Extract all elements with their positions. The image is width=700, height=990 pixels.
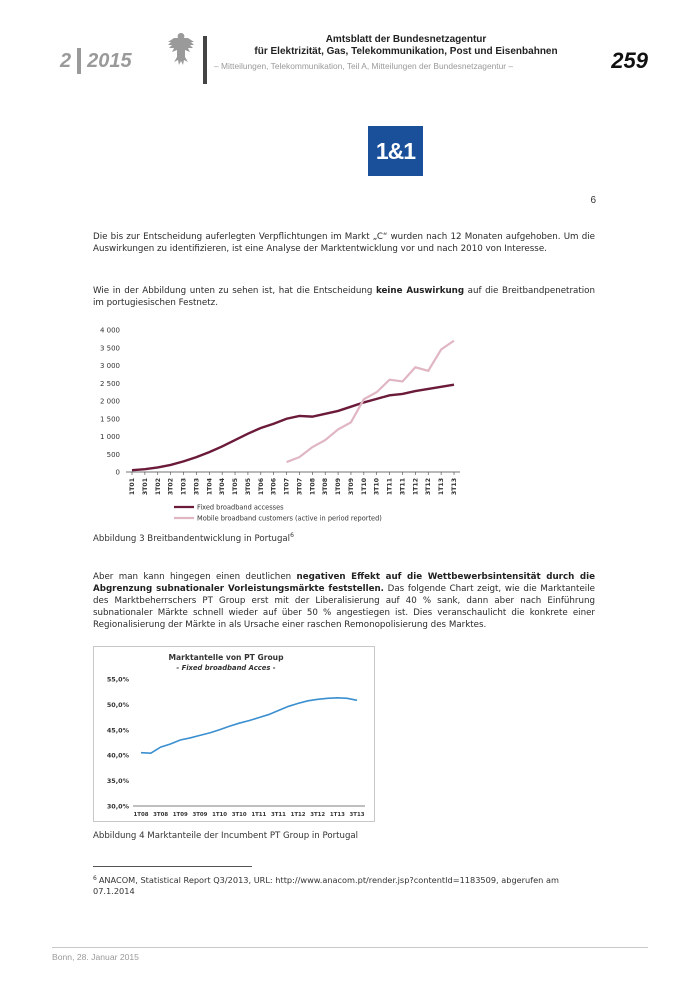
footer-place-date: Bonn, 28. Januar 2015 — [52, 952, 139, 962]
footnote-text: ANACOM, Statistical Report Q3/2013, URL: http://www.anacom.pt/render.jsp?contentId=1183509, abgerufen am 07.1.2014 — [93, 875, 559, 896]
chart1-x-ticks — [129, 472, 458, 495]
chart1-x-tick-label: 3T04 — [219, 478, 227, 496]
chart2-x-tick-label: 3T11 — [270, 812, 286, 818]
para3-bold: negativen Effekt auf die Wettbewerbsintensität durch die Abgrenzung subnationaler Vorleistungsmärkte feststellen. — [93, 572, 595, 594]
chart1-y-tick-label: 4 000 — [99, 326, 120, 335]
chart1-x-tick-label: 3T02 — [167, 478, 175, 496]
chart2-x-tick-label: 3T12 — [310, 812, 326, 818]
issue-label — [60, 48, 132, 74]
chart2-y-tick-label: 35,0% — [106, 777, 129, 786]
chart2-y-tick-label: 55,0% — [106, 675, 129, 684]
chart2-x-tick-label: 1T08 — [133, 812, 149, 818]
chart1-x-tick-label: 3T08 — [322, 478, 330, 496]
chart2-x-tick-label: 1T11 — [251, 812, 267, 818]
header-rule — [203, 36, 207, 84]
chart1-legend — [174, 504, 382, 523]
footnote — [93, 873, 598, 897]
chart2-x-tick-label: 1T10 — [212, 812, 228, 818]
chart2-y-tick-label: 30,0% — [106, 802, 129, 811]
market-share-chart — [93, 646, 375, 822]
caption3-text: Abbildung 3 Breitbandentwicklung in Portugal — [93, 533, 291, 544]
paragraph-market-c: Die bis zur Entscheidung auferlegten Verpflichtungen im Markt „C“ wurden nach 12 Monaten aufgehoben. Um die Auswirkungen zu identifizieren, ist eine Analyse der Marktentwicklung vor und nach 2010 von Interesse. — [93, 232, 595, 254]
chart1-y-tick-label: 2 500 — [99, 379, 120, 388]
chart1-x-tick-label: 3T09 — [347, 478, 355, 496]
chart1-x-tick-label: 1T05 — [232, 478, 240, 496]
issue-number: 2 — [60, 49, 72, 72]
chart1-x-tick-label: 1T01 — [129, 478, 136, 496]
chart1-x-tick-label: 1T03 — [180, 478, 188, 496]
chart2-x-tick-label: 1T12 — [290, 812, 306, 818]
chart1-y-tick-label: 3 000 — [99, 362, 120, 370]
chart1-x-tick-label: 1T13 — [438, 478, 446, 496]
page-number: 259 — [611, 48, 648, 73]
chart1-x-tick-label: 1T11 — [386, 478, 394, 496]
chart2-subtitle: - Fixed broadband Acces - — [176, 664, 276, 672]
chart1-x-tick-label: 1T12 — [412, 478, 420, 496]
company-logo: 1&1 — [368, 126, 423, 176]
gazette-title-line1: Amtsblatt der Bundesnetzagentur — [325, 34, 487, 45]
chart1-y-tick-label: 1 000 — [99, 433, 120, 441]
chart1-x-tick-label: 3T05 — [244, 478, 252, 496]
chart2-x-tick-label: 3T09 — [192, 812, 208, 818]
chart1-x-tick-label: 1T10 — [360, 478, 368, 496]
chart1-x-tick-label: 1T08 — [309, 478, 317, 496]
chart1-y-tick-label: 1 500 — [99, 415, 120, 424]
caption3-footnote-ref: 6 — [290, 532, 294, 539]
paragraph-chart-intro — [93, 285, 595, 309]
issue-divider — [77, 48, 81, 74]
chart2-x-tick-label: 1T09 — [172, 812, 188, 818]
chart1-x-tick-label: 3T03 — [193, 478, 201, 496]
figure-caption-3 — [93, 532, 294, 544]
figure-caption-4: Abbildung 4 Marktanteile der Incumbent PT Group in Portugal — [93, 831, 359, 841]
federal-eagle-icon — [166, 30, 196, 68]
chart1-y-tick-label: 3 500 — [99, 344, 120, 353]
chart1-x-tick-label: 1T09 — [335, 478, 343, 496]
chart1-x-tick-label: 1T06 — [257, 478, 265, 496]
chart1-x-tick-label: 1T04 — [206, 478, 214, 496]
chart1-x-tick-label: 3T13 — [451, 478, 458, 496]
broadband-chart — [88, 322, 468, 527]
chart1-y-tick-label: 500 — [106, 450, 120, 459]
chart2-y-tick-label: 45,0% — [106, 726, 129, 735]
chart1-y-tick-label: 0 — [115, 468, 120, 477]
footnote-marker: 6 — [93, 875, 97, 882]
para2-text-a: Wie in der Abbildung unten zu sehen ist, hat die Entscheidung — [93, 286, 376, 296]
chart1-y-tick-label: 2 000 — [99, 397, 120, 406]
chart1-x-tick-label: 3T07 — [296, 478, 304, 496]
para2-text-b: auf die Breitbandpenetration im portugiesischen Festnetz. — [93, 286, 595, 308]
para3-text-a: Aber man kann hingegen einen deutlichen — [93, 572, 297, 582]
footnote-rule — [93, 866, 252, 867]
chart1-x-tick-label: 1T07 — [283, 478, 291, 496]
para3-text-b: Das folgende Chart zeigt, wie die Marktanteile des Marktbeherrschers PT Group erst mit der Liberalisierung auf 40 % sank, dann aber nach Einführung subnationaler Märkte schnell wieder auf über 50 % angestiegen ist. Dies veranschaulicht die konkrete einer Regionalisierung der Märkte in als Ursache einer raschen Remonopolisierung des Marktes. — [93, 584, 595, 630]
gazette-title-line2: für Elektrizität, Gas, Telekommunikation, Post und Eisenbahnen — [254, 46, 558, 57]
legend-mobile-label: Mobile broadband customers (active in period reported) — [197, 514, 382, 523]
para2-bold: keine Auswirkung — [375, 286, 465, 296]
footer-rule — [52, 947, 648, 948]
chart1-x-tick-label: 1T02 — [154, 478, 162, 496]
scan-page-number: 6 — [590, 195, 596, 206]
chart1-y-ticks — [100, 327, 120, 477]
paragraph-competition — [93, 571, 595, 631]
gazette-subtitle: – Mitteilungen, Telekommunikation, Teil A, Mitteilungen der Bundesnetzagentur – — [214, 61, 514, 71]
chart2-x-tick-label: 1T13 — [329, 812, 345, 818]
chart1-x-tick-label: 3T06 — [270, 478, 278, 496]
legend-fixed-label: Fixed broadband accesses — [197, 503, 284, 512]
gazette-title — [216, 34, 596, 58]
chart2-frame — [94, 647, 375, 822]
chart2-y-tick-label: 50,0% — [106, 700, 129, 709]
chart2-x-tick-label: 3T13 — [349, 812, 365, 818]
chart1-series-fixed-line — [132, 385, 454, 471]
chart1-x-tick-label: 3T01 — [141, 478, 149, 496]
chart2-x-tick-label: 3T10 — [231, 812, 247, 818]
chart1-x-tick-label: 3T10 — [373, 478, 381, 496]
chart2-x-tick-label: 3T08 — [153, 812, 169, 818]
chart2-y-tick-label: 40,0% — [106, 751, 129, 760]
issue-year: 2015 — [87, 49, 132, 72]
chart1-x-tick-label: 3T12 — [425, 478, 433, 496]
chart2-title: Marktantelle von PT Group — [168, 653, 284, 662]
chart1-x-tick-label: 3T11 — [399, 478, 407, 496]
